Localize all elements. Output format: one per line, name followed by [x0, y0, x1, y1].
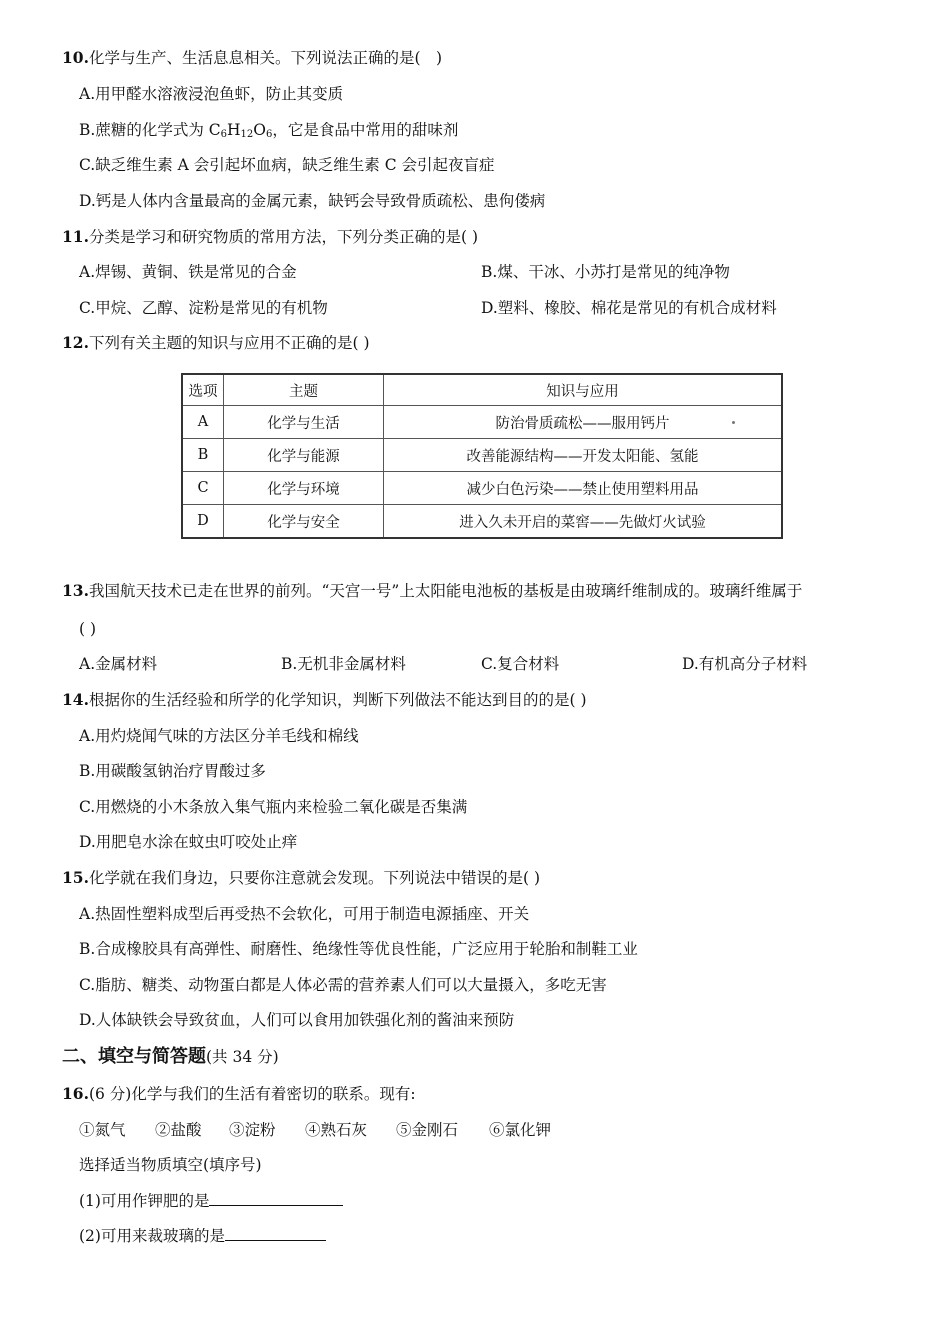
table-cell: 减少白色污染——禁止使用塑料用品 [384, 472, 783, 505]
q14-option-a: A.用灼烧闻气味的方法区分羊毛线和棉线 [79, 727, 359, 745]
q10-number: 10. [62, 48, 89, 67]
q15-option-b: B.合成橡胶具有高弹性、耐磨性、绝缘性等优良性能，广泛应用于轮胎和制鞋工业 [79, 940, 638, 958]
q14-number: 14. [62, 690, 89, 709]
table-cell: C [182, 472, 224, 505]
section-heading [62, 1045, 279, 1069]
q11-option-a: A.焊锡、黄铜、铁是常见的合金 [79, 263, 297, 281]
table-header-row [182, 374, 782, 406]
table-row [182, 472, 782, 505]
q13-stem [62, 581, 802, 601]
table-cell: 改善能源结构——开发太阳能、氢能 [384, 439, 783, 472]
q16-item: ②盐酸 [155, 1121, 202, 1139]
section-title: 二、填空与简答题 [62, 1046, 206, 1067]
q13-option-c: C.复合材料 [481, 655, 560, 673]
q16-sub2-text: (2)可用来裁玻璃的是 [79, 1227, 225, 1245]
q16-sub2 [79, 1226, 326, 1246]
table-cell: 进入久未开启的菜窖——先做灯火试验 [384, 505, 783, 539]
q13-number: 13. [62, 581, 89, 600]
q16-stem [62, 1084, 416, 1104]
q13-text: 我国航天技术已走在世界的前列。“天宫一号”上太阳能电池板的基板是由玻璃纤维制成的。玻璃纤维属于 [88, 582, 803, 600]
table-cell: D [182, 505, 224, 539]
table-cell: 化学与生活 [224, 406, 384, 439]
table-cell: 化学与环境 [224, 472, 384, 505]
q11-stem [62, 227, 478, 247]
q16-text: (6 分)化学与我们的生活有着密切的联系。现有: [88, 1085, 416, 1103]
q14-option-d: D.用肥皂水涂在蚊虫叮咬处止痒 [79, 833, 298, 851]
q14-option-c: C.用燃烧的小木条放入集气瓶内来检验二氧化碳是否集满 [79, 798, 468, 816]
q11-text: 分类是学习和研究物质的常用方法，下列分类正确的是( ) [88, 228, 478, 246]
answer-blank-2[interactable] [225, 1226, 326, 1241]
q16-instruction: 选择适当物质填空(填序号) [79, 1156, 262, 1174]
q16-sub1-text: (1)可用作钾肥的是 [79, 1192, 210, 1210]
q12-text: 下列有关主题的知识与应用不正确的是( ) [88, 334, 370, 352]
table-row [182, 439, 782, 472]
q13-paren: ( ) [79, 620, 97, 638]
table-header-cell: 选项 [182, 374, 224, 406]
q11-option-d: D.塑料、橡胶、棉花是常见的有机合成材料 [481, 299, 777, 317]
q10-option-b: B.蔗糖的化学式为 $C_6H_{12}O_6$，它是食品中常用的甜味剂 [79, 121, 459, 140]
table-row [182, 406, 782, 439]
q16-sub1 [79, 1191, 343, 1211]
q13-option-b: B.无机非金属材料 [281, 655, 406, 673]
q15-text: 化学就在我们身边，只要你注意就会发现。下列说法中错误的是( ) [88, 869, 540, 887]
q12-number: 12. [62, 333, 89, 352]
q11-option-c: C.甲烷、乙醇、淀粉是常见的有机物 [79, 299, 328, 317]
q15-number: 15. [62, 868, 89, 887]
q10-option-a: A.用甲醛水溶液浸泡鱼虾，防止其变质 [79, 85, 344, 103]
q10-stem [62, 48, 442, 68]
table-cell: 防治骨质疏松——服用钙片 [384, 406, 783, 439]
q15-option-c: C.脂肪、糖类、动物蛋白都是人体必需的营养素人们可以大量摄入，多吃无害 [79, 976, 607, 994]
q13-option-a: A.金属材料 [79, 655, 158, 673]
q14-text: 根据你的生活经验和所学的化学知识，判断下列做法不能达到目的的是( ) [88, 691, 587, 709]
q10-option-d: D.钙是人体内含量最高的金属元素，缺钙会导致骨质疏松、患佝偻病 [79, 192, 546, 210]
q14-stem [62, 690, 587, 710]
table-header-cell: 知识与应用 [384, 374, 783, 406]
q16-item: ④熟石灰 [305, 1121, 368, 1139]
q15-stem [62, 868, 540, 888]
table-row [182, 505, 782, 539]
q11-number: 11. [62, 227, 89, 246]
q16-item: ⑥氯化钾 [489, 1121, 552, 1139]
q11-option-b: B.煤、干冰、小苏打是常见的纯净物 [481, 263, 730, 281]
table-cell: A [182, 406, 224, 439]
table-header-cell: 主题 [224, 374, 384, 406]
scan-dot [732, 421, 735, 424]
q10-text: 化学与生产、生活息息相关。下列说法正确的是( ) [88, 49, 443, 67]
section-points: (共 34 分) [206, 1048, 279, 1066]
q16-item: ③淀粉 [229, 1121, 276, 1139]
table-cell: 化学与能源 [224, 439, 384, 472]
q13-option-d: D.有机高分子材料 [682, 655, 808, 673]
q16-item: ①氮气 [79, 1121, 126, 1139]
q12-stem [62, 333, 370, 353]
q15-option-a: A.热固性塑料成型后再受热不会软化，可用于制造电源插座、开关 [79, 905, 530, 923]
q12-table [181, 373, 783, 539]
answer-blank-1[interactable] [209, 1191, 343, 1206]
q14-option-b: B.用碳酸氢钠治疗胃酸过多 [79, 762, 266, 780]
table-cell: 化学与安全 [224, 505, 384, 539]
q16-item: ⑤金刚石 [396, 1121, 459, 1139]
q10-option-c: C.缺乏维生素 A 会引起坏血病，缺乏维生素 C 会引起夜盲症 [79, 156, 495, 174]
q15-option-d: D.人体缺铁会导致贫血，人们可以食用加铁强化剂的酱油来预防 [79, 1011, 515, 1029]
table-cell: B [182, 439, 224, 472]
q16-number: 16. [62, 1084, 89, 1103]
